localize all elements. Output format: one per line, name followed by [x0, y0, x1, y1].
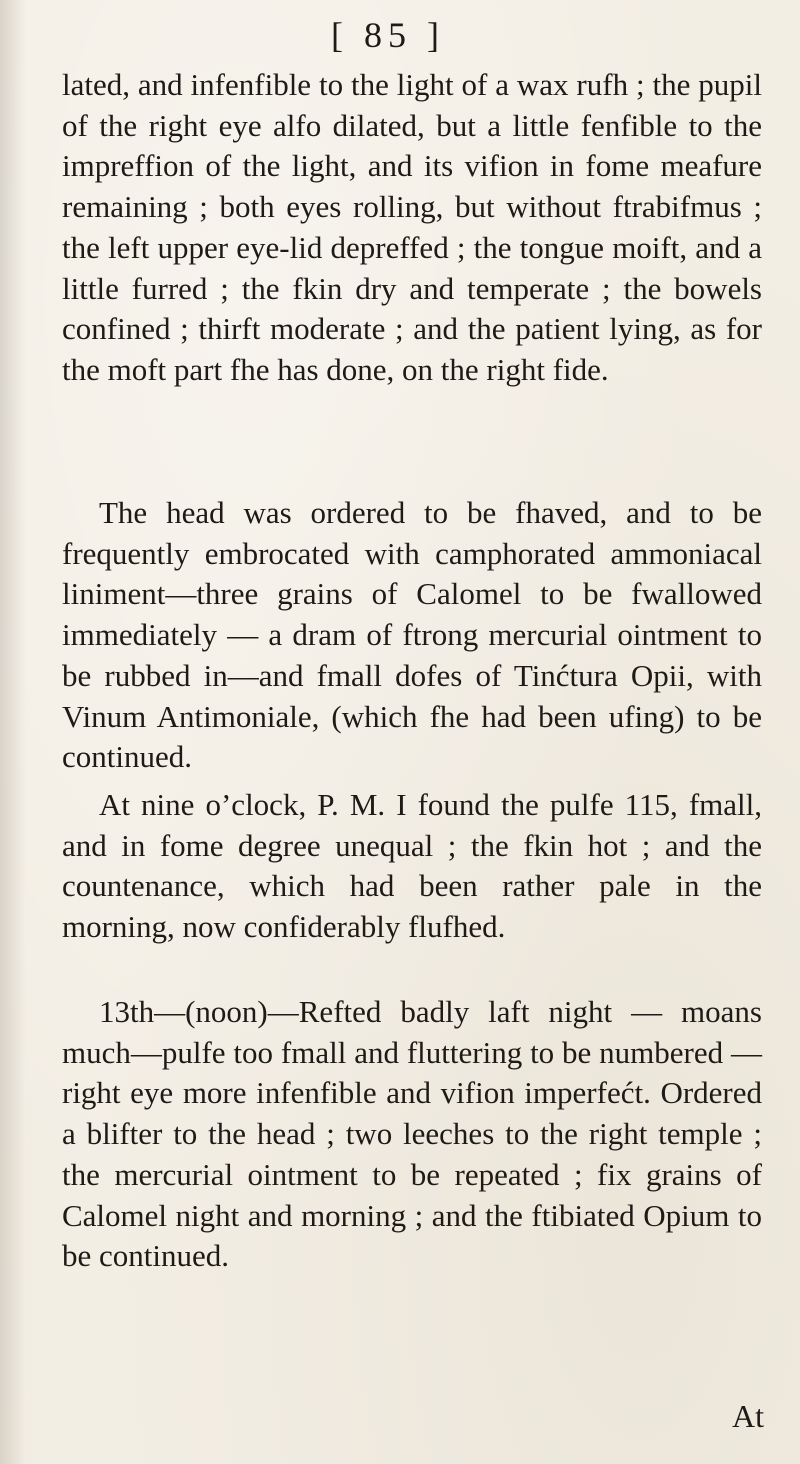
- paragraph-continuation: lated, and infenfible to the light of a wax rufh ; the pupil of the right eye alfo dilated, but a little fenfible to the impreffion of the light, and its vifion in fome meafure remaining ; both eyes rolling, but without ftrabifmus ; the left upper eye-lid depreffed ; the tongue moift, and a little furred ; the fkin dry and temperate ; the bowels confined ; thirft moderate ; and the patient lying, as for the moft part fhe has done, on the right fide.: [62, 67, 762, 387]
- page-gutter-shadow: [0, 0, 26, 1464]
- paragraph-evening-observation: At nine o’clock, P. M. I found the pulfe 115, fmall, and in fome degree unequal ; the fkin hot ; and the countenance, which had been rather pale in the morning, now confiderably flufhed.: [62, 787, 762, 945]
- page-number-header: [ 85 ]: [331, 15, 445, 55]
- paragraph-treatment-orders: The head was ordered to be fhaved, and to be frequently embrocated with camphorated ammoniacal liniment—three grains of Calomel to be fwallowed immediately — a dram of ftrong mercurial ointment to be rubbed in—and fmall dofes of Tinćtura Opii, with Vinum Antimoniale, (which fhe had been ufing) to be continued.: [62, 495, 762, 775]
- catchword: At: [732, 1398, 764, 1434]
- paragraph-13th-entry: 13th—(noon)—Refted badly laft night — moans much—pulfe too fmall and fluttering to be numbered —right eye more infenfible and vifion imperfećt. Ordered a blifter to the head ; two leeches to the right temple ; the mercurial ointment to be repeated ; fix grains of Calomel night and morning ; and the ftibiated Opium to be continued.: [62, 994, 762, 1274]
